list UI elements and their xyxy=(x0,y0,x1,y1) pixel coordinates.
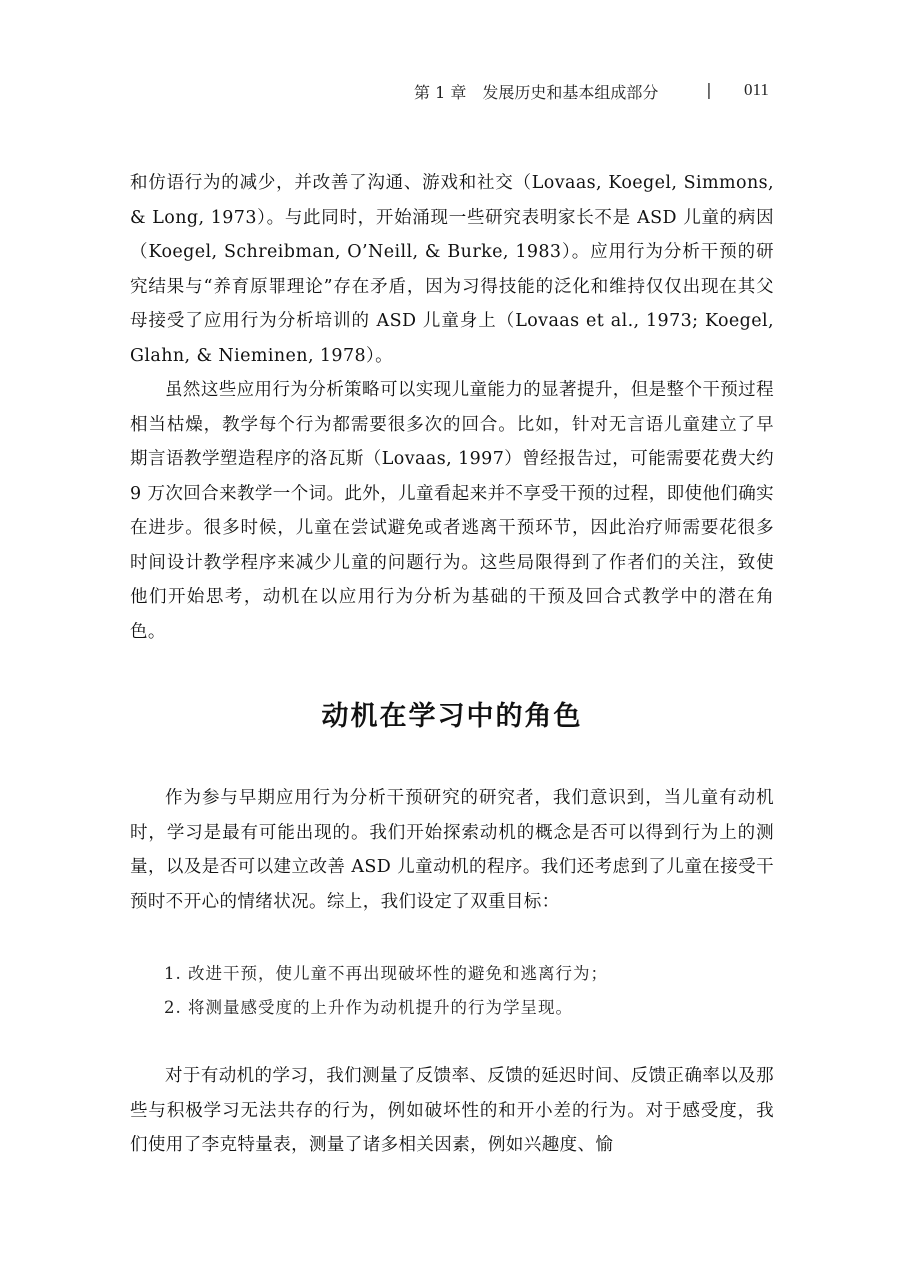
section-heading: 动机在学习中的角色 xyxy=(321,701,583,732)
page-number: 011 xyxy=(744,80,769,99)
chapter-title: 第 1 章 发展历史和基本组成部分 xyxy=(414,83,659,102)
goal-item: 1. 改进干预，使儿童不再出现破坏性的避免和逃离行为； xyxy=(164,964,608,983)
paragraph-continued: 和仿语行为的减少，并改善了沟通、游戏和社交（Lovaas, Koegel, Simmons, & Long, 1973）。与此同时，开始涌现一些研究表明家长不是 ASD 儿童的病因（Koegel, Schreibman, O’Neill, & Burke, 1983）。应用行为分析干预的研究结果与“养育原罪理论”存在矛盾，因为习得技能的泛化和维持仅仅出现在其父母接受了应用行为分析培训的 ASD 儿童身上（Lovaas et al., 1973; Koegel, Glahn, & Nieminen, 1978）。 xyxy=(130,173,774,366)
running-header xyxy=(0,80,900,104)
paragraph-section-intro: 作为参与早期应用行为分析干预研究的研究者，我们意识到，当儿童有动机时，学习是最有可能出现的。我们开始探索动机的概念是否可以得到行为上的测量，以及是否可以建立改善 ASD 儿童动机的程序。我们还考虑到了儿童在接受干预时不开心的情绪状况。综上，我们设定了双重目标： xyxy=(130,788,774,912)
goal-item: 2. 将测量感受度的上升作为动机提升的行为学呈现。 xyxy=(164,998,573,1017)
body-text xyxy=(130,166,774,1163)
header-separator: | xyxy=(706,80,712,99)
paragraph-closing: 对于有动机的学习，我们测量了反馈率、反馈的延迟时间、反馈正确率以及那些与积极学习无法共存的行为，例如破坏性的和开小差的行为。对于感受度，我们使用了李克特量表，测量了诸多相关因素，例如兴趣度、愉 xyxy=(130,1066,774,1155)
goal-list xyxy=(130,957,774,1025)
paragraph-aba-limitations: 虽然这些应用行为分析策略可以实现儿童能力的显著提升，但是整个干预过程相当枯燥，教学每个行为都需要很多次的回合。比如，针对无言语儿童建立了早期言语教学塑造程序的洛瓦斯（Lovaas, 1997）曾经报告过，可能需要花费大约 9 万次回合来教学一个词。此外，儿童看起来并不享受干预的过程，即使他们确实在进步。很多时候，儿童在尝试避免或者逃离干预环节，因此治疗师需要花很多时间设计教学程序来减少儿童的问题行为。这些局限得到了作者们的关注，致使他们开始思考，动机在以应用行为分析为基础的干预及回合式教学中的潜在角色。 xyxy=(130,380,774,642)
